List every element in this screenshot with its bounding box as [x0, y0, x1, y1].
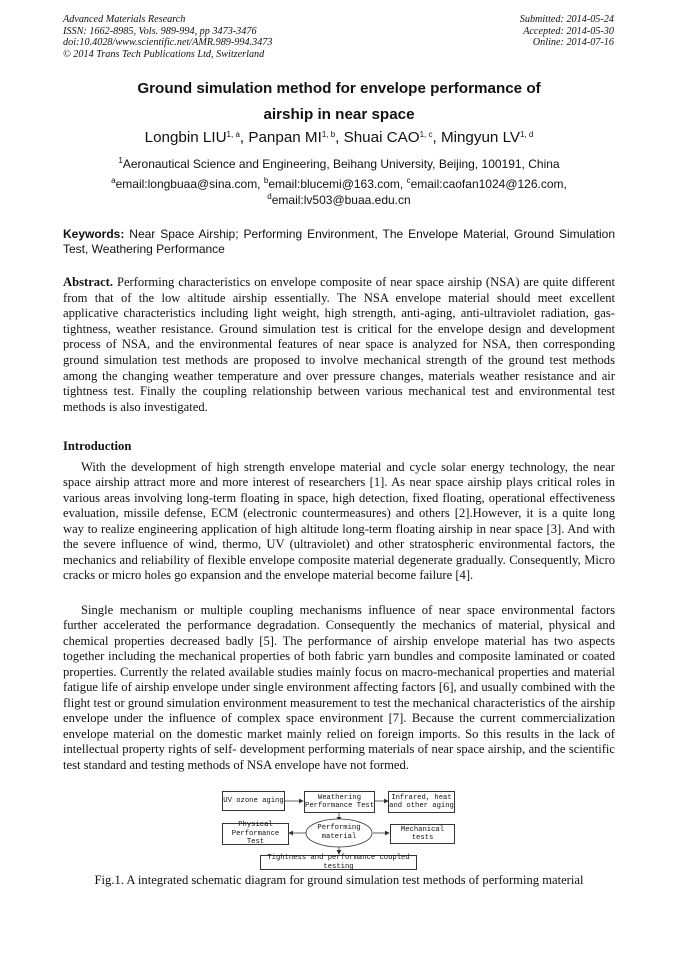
paper-title-line-1: Ground simulation method for envelope performance of [137, 80, 541, 97]
keywords [63, 227, 615, 256]
affiliation [63, 157, 615, 171]
physical-label: Performance Test [231, 829, 280, 847]
author-affiliation-mark: 1, a [226, 130, 240, 139]
uv-ozone-aging-box [222, 791, 285, 811]
submitted-date: Submitted: 2014-05-24 [519, 14, 614, 25]
figure-caption: Fig.1. A integrated schematic diagram for ground simulation test methods of performing material [94, 873, 584, 887]
figure-diagram [210, 786, 470, 872]
intro-paragraph-1: With the development of high strength envelope material and cycle solar energy technology, the near space airship attract more and more interest of researchers [1]. As near space airship plays critical roles in various areas involving long-term floating in space, high detection, fixed floating, operational effectiveness evaluation, missile defense, ECM (electronic countermeasures) and others [2].However, it is a quite long way to realize engineering application of high altitude long-term floating airship in near space [3]. And with the severe influence of wind, thermo, UV (ultraviolet) and other stratospheric environmental factors, the mechanics and reliability of flexible envelope composite material degenerate gradually. Consequently, Micro cracks or micro holes go expansion and the envelope material become failure [4]. [63, 460, 615, 583]
journal-name: Advanced Materials Research [63, 14, 186, 25]
doi: doi:10.4028/www.scientific.net/AMR.989-994.3473 [63, 37, 273, 49]
author-affiliation-mark: 1, b [321, 130, 336, 139]
email-line-2 [63, 193, 615, 207]
keywords-label: Keywords: [63, 227, 125, 241]
email-mark: a [111, 176, 116, 185]
physical-test-box [222, 823, 289, 845]
author-affiliation-mark: 1, c [419, 130, 433, 139]
physical-label: Physical [238, 821, 273, 830]
weathering-label: Performance Test [305, 802, 375, 810]
tightness-coupled-box [260, 855, 417, 870]
center-label: Performing [317, 824, 361, 832]
author-name: Panpan MI [248, 129, 322, 146]
weathering-test-box [304, 791, 375, 813]
performing-material-label [312, 824, 366, 841]
section-heading-introduction: Introduction [63, 439, 132, 453]
email-address: email:blucemi@163.com, [268, 177, 404, 191]
author-name: Mingyun LV [440, 129, 521, 146]
author-list: Longbin LIU$^{1, a}$, Panpan MI$^{1, b}$, Shuai CAO$^{1, c}$, Mingyun LV$^{1, d}$ [144, 129, 534, 146]
journal-header-left [63, 14, 272, 60]
author-name: Shuai CAO [343, 129, 420, 146]
accepted-date: Accepted: 2014-05-30 [523, 25, 614, 37]
email-address: email:caofan1024@126.com, [410, 177, 567, 191]
journal-header-right [520, 14, 614, 49]
intro-paragraph-2: Single mechanism or multiple coupling mechanisms influence of near space environmental factors further accelerated the performance degradation. Consequently the mechanics of material, physical and chemical properties decreased badly [5]. The performance of airship envelope material has two aspects together including the mechanical properties of both fabric yarn bundles and composite laminated or coated properties. Currently the related available studies mainly focus on macro-mechanical properties and material fatigue life of airship envelope under single environment affecting factors [6], and usually combined with the flight test or ground simulation environment measurement to test the mechanical characteristics of the airship envelope under the influence of complex space environment [7]. Because the current commercialization envelope material on the domestic market mainly relied on foreign imports. So this results in the lack of intellectual property rights of self- development performing materials of near space airship, and the scientific test standard and testing methods of NSA envelope have not formed. [63, 603, 615, 772]
infrared-label: and other aging [389, 802, 454, 810]
keywords-text: Near Space Airship; Performing Environment, The Envelope Material, Ground Simulation Test, Weathering Performance [63, 227, 615, 256]
author-affiliation-mark: 1, d [520, 130, 534, 139]
issn: ISSN: 1662-8985, Vols. 989-994, pp 3473-3476 [63, 25, 257, 37]
mechanical-label: Mechanical tests [400, 825, 445, 842]
abstract-label: Abstract. [63, 275, 114, 289]
infrared-label: Infrared, heat [391, 793, 452, 802]
copyright: © 2014 Trans Tech Publications Ltd, Switzerland [63, 48, 265, 60]
infrared-heat-box [388, 791, 455, 813]
author-name: Longbin LIU [144, 129, 227, 146]
affiliation-mark: 1 [118, 156, 123, 165]
email-mark: d [267, 192, 272, 201]
center-label: material [321, 832, 357, 841]
paper-title-line-2: airship in near space [263, 106, 415, 123]
email-mark: b [263, 176, 269, 185]
email-mark: c [406, 176, 411, 185]
email-address: email:lv503@buaa.edu.cn [271, 193, 411, 207]
weathering-label: Weathering [317, 793, 362, 802]
email-line-1 [63, 177, 615, 191]
tightness-label: Tightness and performance coupled testing [267, 854, 410, 871]
abstract-text: Performing characteristics on envelope composite of near space airship (NSA) are quite different from that of the low altitude airship essentially. The NSA envelope material should meet excellent applicative characteristics including light weight, high strength, anti-aging, anti-ultraviolet radiation, gas-tightness, weather resistance. Ground simulation test is critical for the envelope design and development process of NSA, and the environmental features of near space is analyzed for NSA, then corresponding ground simulation test methods are proposed to involve mechanical strength of the ground test methods among the changing weather temperature and over pressure changes, materials weather resistance and air tightness test. Finally the coupling relationship between various mechanical test and environmental test methods is also investigated. [63, 275, 615, 414]
abstract [63, 275, 615, 415]
email-address: email:longbuaa@sina.com, [115, 177, 261, 191]
uv-ozone-aging-label: UV ozone aging [223, 796, 284, 805]
mechanical-tests-box [390, 824, 455, 844]
affiliation-text: Aeronautical Science and Engineering, Beihang University, Beijing, 100191, China [122, 157, 560, 171]
online-date: Online: 2014-07-16 [532, 37, 614, 49]
